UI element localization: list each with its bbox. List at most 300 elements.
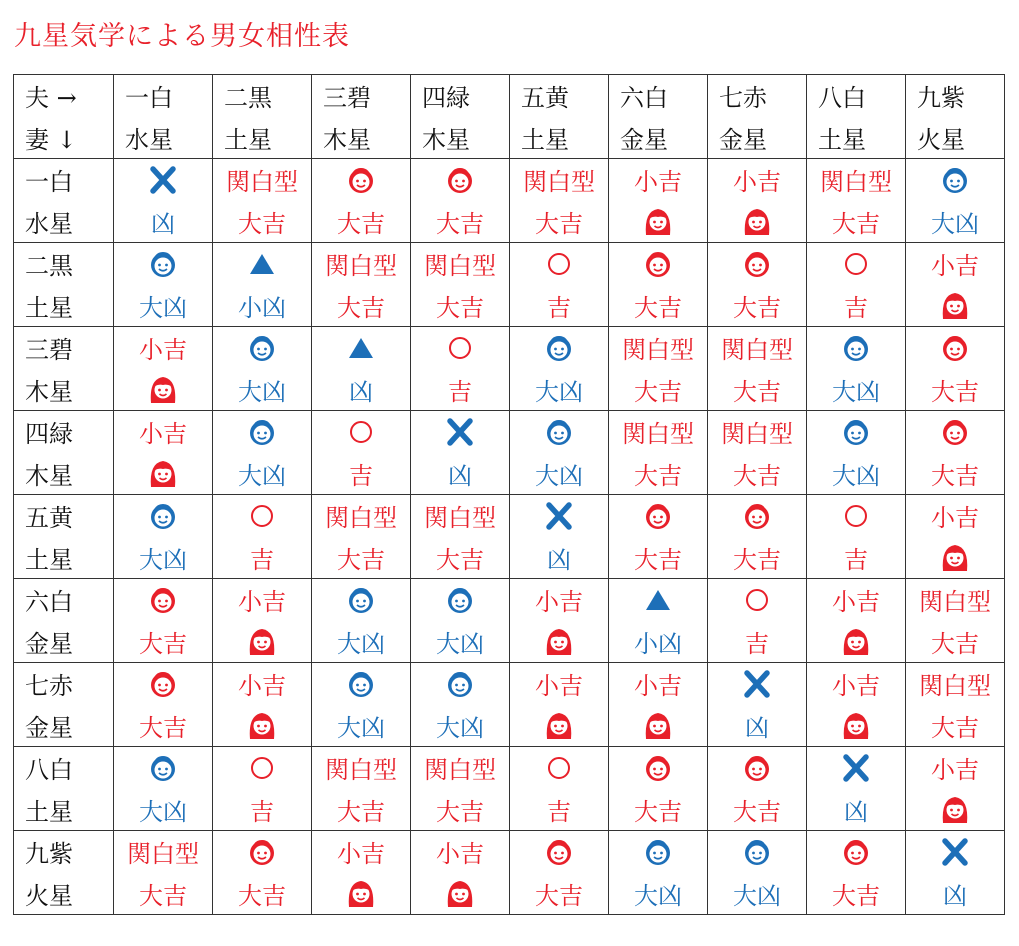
compatibility-cell [312,663,411,747]
compatibility-cell [906,327,1005,411]
man-face-red-icon [708,243,806,285]
compatibility-cell [411,411,510,495]
row-header-9 [14,831,114,915]
compatibility-cell [609,327,708,411]
compatibility-cell [510,243,609,327]
compatibility-cell [312,411,411,495]
man-face-blue-icon [609,831,707,873]
compatibility-cell [312,327,411,411]
cross-icon [708,663,806,705]
header-line-bottom: 土星 [521,125,569,154]
cell-bottom-text: 吉 [745,629,769,658]
compatibility-cell [312,495,411,579]
corner-cell [14,75,114,159]
compatibility-cell [609,411,708,495]
compatibility-cell [906,159,1005,243]
cell-bottom-text: 凶 [448,461,472,490]
circle-icon [510,747,608,789]
compatibility-cell [312,579,411,663]
cross-icon [906,831,1004,873]
compatibility-cell [807,243,906,327]
cell-top-text: 関白型 [721,420,793,449]
cell-bottom-text: 大凶 [535,461,583,490]
cross-icon [510,495,608,537]
header-line-bottom: 土星 [25,545,73,574]
column-header-1 [114,75,213,159]
woman-face-red-icon [906,285,1004,327]
man-face-red-icon [114,663,212,705]
cell-bottom-text: 大吉 [139,629,187,658]
cell-bottom-text: 大吉 [238,881,286,910]
column-header-7 [708,75,807,159]
header-line-top: 六白 [25,588,73,617]
cell-bottom-text: 大吉 [733,293,781,322]
circle-icon [807,495,905,537]
cross-icon [807,747,905,789]
cell-top-text: 関白型 [325,252,397,281]
row-header-7 [14,663,114,747]
cell-bottom-text: 大吉 [337,293,385,322]
header-line-bottom: 土星 [818,125,866,154]
table-row [14,327,1005,411]
man-face-blue-icon [906,159,1004,201]
cell-top-text: 関白型 [919,588,991,617]
compatibility-cell [411,495,510,579]
cell-bottom-text: 大吉 [238,209,286,238]
woman-face-red-icon [114,453,212,495]
header-line-top: 四緑 [25,420,73,449]
compatibility-cell [114,159,213,243]
man-face-red-icon [510,831,608,873]
compatibility-cell [510,327,609,411]
compatibility-cell [510,579,609,663]
circle-icon [213,747,311,789]
header-line-bottom: 水星 [25,209,73,238]
cell-top-text: 関白型 [820,168,892,197]
compatibility-cell [312,159,411,243]
row-header-6 [14,579,114,663]
cell-top-text: 小吉 [634,672,682,701]
circle-icon [213,495,311,537]
compatibility-cell [213,243,312,327]
cell-bottom-text: 大吉 [634,293,682,322]
header-line-bottom: 土星 [25,797,73,826]
cell-bottom-text: 大吉 [634,545,682,574]
compatibility-cell [708,579,807,663]
cell-bottom-text: 凶 [844,797,868,826]
cell-bottom-text: 大吉 [436,209,484,238]
header-line-bottom: 金星 [25,713,73,742]
row-header-5 [14,495,114,579]
compatibility-cell [807,831,906,915]
woman-face-red-icon [411,873,509,915]
compatibility-cell [411,579,510,663]
header-line-bottom: 木星 [25,377,73,406]
cell-top-text: 小吉 [832,672,880,701]
man-face-blue-icon [807,327,905,369]
cell-top-text: 小吉 [337,840,385,869]
column-header-3 [312,75,411,159]
woman-face-red-icon [609,705,707,747]
row-header-8 [14,747,114,831]
man-face-blue-icon [312,579,410,621]
header-line-top: 四緑 [422,84,470,113]
woman-face-red-icon [609,201,707,243]
compatibility-cell [609,747,708,831]
cell-top-text: 関白型 [424,756,496,785]
compatibility-cell [708,159,807,243]
man-face-red-icon [312,159,410,201]
compatibility-cell [609,663,708,747]
compatibility-cell [708,243,807,327]
compatibility-cell [411,159,510,243]
header-line-top: 九紫 [917,84,965,113]
compatibility-cell [312,747,411,831]
man-face-red-icon [708,495,806,537]
cell-bottom-text: 大吉 [436,797,484,826]
cell-bottom-text: 大凶 [139,797,187,826]
cell-bottom-text: 凶 [943,881,967,910]
cell-bottom-text: 大吉 [832,209,880,238]
compatibility-cell [411,831,510,915]
compatibility-cell [510,411,609,495]
column-header-8 [807,75,906,159]
cell-bottom-text: 大吉 [337,209,385,238]
header-line-bottom: 水星 [125,125,173,154]
compatibility-cell [114,411,213,495]
cell-bottom-text: 吉 [844,545,868,574]
compatibility-cell [906,579,1005,663]
compatibility-cell [708,327,807,411]
cell-bottom-text: 大凶 [436,713,484,742]
table-row [14,663,1005,747]
compatibility-cell [609,579,708,663]
triangle-icon [213,243,311,285]
cell-bottom-text: 大吉 [832,881,880,910]
column-header-4 [411,75,510,159]
woman-face-red-icon [906,789,1004,831]
header-line-top: 七赤 [719,84,767,113]
cell-top-text: 関白型 [721,336,793,365]
cell-bottom-text: 小凶 [238,293,286,322]
cell-bottom-text: 大凶 [139,293,187,322]
cell-bottom-text: 大吉 [931,629,979,658]
compatibility-cell [411,663,510,747]
compatibility-cell [510,831,609,915]
circle-icon [312,411,410,453]
man-face-blue-icon [114,495,212,537]
header-line-top: 六白 [620,84,668,113]
cross-icon [114,159,212,201]
cell-top-text: 関白型 [919,672,991,701]
header-line-top: 一白 [125,84,173,113]
compatibility-cell [807,159,906,243]
compatibility-cell [609,159,708,243]
compatibility-cell [807,579,906,663]
compatibility-cell [609,495,708,579]
compatibility-cell [213,327,312,411]
compatibility-cell [708,747,807,831]
column-header-9 [906,75,1005,159]
compatibility-cell [411,243,510,327]
header-line-bottom: 土星 [224,125,272,154]
woman-face-red-icon [114,369,212,411]
compatibility-cell [906,831,1005,915]
compatibility-cell [411,327,510,411]
man-face-blue-icon [411,579,509,621]
circle-icon [411,327,509,369]
compatibility-cell [114,579,213,663]
compatibility-cell [312,243,411,327]
cell-top-text: 小吉 [931,252,979,281]
man-face-blue-icon [510,411,608,453]
cross-icon [411,411,509,453]
page-title: 九星気学による男女相性表 [14,21,350,52]
woman-face-red-icon [708,201,806,243]
cell-bottom-text: 大凶 [634,881,682,910]
cell-bottom-text: 大凶 [535,377,583,406]
cell-bottom-text: 凶 [349,377,373,406]
cell-top-text: 関白型 [325,504,397,533]
woman-face-red-icon [510,705,608,747]
cell-bottom-text: 大凶 [238,461,286,490]
cell-bottom-text: 大吉 [535,209,583,238]
compatibility-cell [114,747,213,831]
man-face-red-icon [411,159,509,201]
compatibility-cell [510,159,609,243]
cell-bottom-text: 吉 [448,377,472,406]
compatibility-cell [411,747,510,831]
cell-bottom-text: 小凶 [634,629,682,658]
header-line-bottom: 火星 [917,125,965,154]
cell-bottom-text: 大吉 [733,797,781,826]
cell-bottom-text: 大凶 [139,545,187,574]
man-face-red-icon [708,747,806,789]
cell-top-text: 小吉 [139,420,187,449]
header-line-top: 一白 [25,168,73,197]
header-line-top: 三碧 [323,84,371,113]
table-row [14,831,1005,915]
header-line-bottom: 木星 [323,125,371,154]
header-line-top: 三碧 [25,336,73,365]
cell-top-text: 小吉 [931,504,979,533]
cell-bottom-text: 吉 [547,293,571,322]
compatibility-cell [906,747,1005,831]
cell-bottom-text: 大吉 [931,713,979,742]
cell-top-text: 関白型 [424,504,496,533]
cell-bottom-text: 大凶 [832,461,880,490]
cell-bottom-text: 吉 [349,461,373,490]
man-face-blue-icon [411,663,509,705]
cell-bottom-text: 大吉 [733,545,781,574]
compatibility-cell [708,831,807,915]
cell-top-text: 小吉 [535,588,583,617]
cell-top-text: 小吉 [238,588,286,617]
circle-icon [510,243,608,285]
triangle-icon [312,327,410,369]
compatibility-cell [906,243,1005,327]
compatibility-cell [213,663,312,747]
compatibility-cell [708,495,807,579]
row-header-3 [14,327,114,411]
cell-bottom-text: 吉 [844,293,868,322]
woman-face-red-icon [906,537,1004,579]
header-line-top: 九紫 [25,840,73,869]
header-line-top: 二黒 [25,252,73,281]
cell-bottom-text: 大凶 [733,881,781,910]
circle-icon [807,243,905,285]
header-line-top: 五黄 [25,504,73,533]
cell-bottom-text: 大吉 [733,461,781,490]
column-header-2 [213,75,312,159]
compatibility-cell [213,579,312,663]
cell-bottom-text: 大吉 [139,881,187,910]
cell-bottom-text: 大吉 [733,377,781,406]
man-face-red-icon [906,327,1004,369]
cell-top-text: 小吉 [931,756,979,785]
header-line-bottom: 土星 [25,293,73,322]
compatibility-cell [906,411,1005,495]
cell-bottom-text: 大凶 [436,629,484,658]
compatibility-cell [510,747,609,831]
compatibility-cell [114,831,213,915]
header-line-bottom: 妻 ↓ [25,125,77,154]
column-header-6 [609,75,708,159]
man-face-red-icon [609,243,707,285]
cell-bottom-text: 大吉 [931,461,979,490]
compatibility-cell [312,831,411,915]
table-row [14,159,1005,243]
header-line-bottom: 木星 [422,125,470,154]
table-row [14,411,1005,495]
compatibility-cell [807,663,906,747]
compatibility-cell [609,243,708,327]
cell-bottom-text: 大吉 [634,461,682,490]
man-face-red-icon [609,747,707,789]
man-face-blue-icon [213,327,311,369]
cell-bottom-text: 吉 [250,797,274,826]
compatibility-cell [213,411,312,495]
man-face-blue-icon [213,411,311,453]
header-line-bottom: 火星 [25,881,73,910]
header-line-top: 八白 [818,84,866,113]
cell-top-text: 関白型 [226,168,298,197]
cell-top-text: 小吉 [238,672,286,701]
man-face-red-icon [114,579,212,621]
cell-bottom-text: 大吉 [337,545,385,574]
cell-top-text: 関白型 [424,252,496,281]
compatibility-cell [114,495,213,579]
cell-top-text: 関白型 [325,756,397,785]
woman-face-red-icon [213,705,311,747]
cell-bottom-text: 吉 [547,797,571,826]
man-face-red-icon [906,411,1004,453]
compatibility-cell [807,747,906,831]
row-header-1 [14,159,114,243]
compatibility-cell [510,495,609,579]
man-face-blue-icon [708,831,806,873]
compatibility-cell [213,159,312,243]
compatibility-cell [213,747,312,831]
table-row [14,579,1005,663]
cell-top-text: 小吉 [436,840,484,869]
row-header-4 [14,411,114,495]
man-face-blue-icon [312,663,410,705]
cell-bottom-text: 吉 [250,545,274,574]
cell-bottom-text: 大吉 [436,545,484,574]
cell-top-text: 関白型 [622,336,694,365]
compatibility-cell [708,411,807,495]
header-line-top: 七赤 [25,672,73,701]
header-line-bottom: 金星 [719,125,767,154]
cell-bottom-text: 大吉 [436,293,484,322]
cell-top-text: 小吉 [535,672,583,701]
header-line-bottom: 金星 [620,125,668,154]
man-face-red-icon [807,831,905,873]
compatibility-cell [906,495,1005,579]
compatibility-cell [708,663,807,747]
cell-top-text: 小吉 [139,336,187,365]
header-line-top: 夫 → [25,84,77,113]
man-face-blue-icon [114,747,212,789]
header-line-top: 二黒 [224,84,272,113]
column-header-5 [510,75,609,159]
compatibility-cell [807,495,906,579]
cell-bottom-text: 大吉 [337,797,385,826]
cell-bottom-text: 大凶 [337,713,385,742]
cell-bottom-text: 大凶 [238,377,286,406]
woman-face-red-icon [312,873,410,915]
compatibility-cell [213,495,312,579]
man-face-blue-icon [510,327,608,369]
cell-bottom-text: 大吉 [931,377,979,406]
cell-top-text: 小吉 [733,168,781,197]
cell-top-text: 関白型 [127,840,199,869]
cell-top-text: 小吉 [832,588,880,617]
cell-top-text: 小吉 [634,168,682,197]
compatibility-cell [807,327,906,411]
man-face-blue-icon [807,411,905,453]
compatibility-cell [114,327,213,411]
man-face-blue-icon [114,243,212,285]
man-face-red-icon [609,495,707,537]
table-row [14,243,1005,327]
header-row [14,75,1005,159]
cell-bottom-text: 大吉 [634,377,682,406]
woman-face-red-icon [213,621,311,663]
cell-bottom-text: 大吉 [634,797,682,826]
header-line-bottom: 木星 [25,461,73,490]
triangle-icon [609,579,707,621]
compatibility-cell [114,663,213,747]
compatibility-cell [510,663,609,747]
compatibility-cell [213,831,312,915]
cell-top-text: 関白型 [523,168,595,197]
compatibility-cell [609,831,708,915]
circle-icon [708,579,806,621]
cell-bottom-text: 大凶 [931,209,979,238]
cell-bottom-text: 大凶 [337,629,385,658]
cell-bottom-text: 凶 [547,545,571,574]
cell-bottom-text: 大吉 [139,713,187,742]
compatibility-cell [807,411,906,495]
table-row [14,747,1005,831]
cell-bottom-text: 凶 [151,209,175,238]
compatibility-cell [114,243,213,327]
cell-bottom-text: 大吉 [535,881,583,910]
woman-face-red-icon [807,621,905,663]
compatibility-cell [906,663,1005,747]
